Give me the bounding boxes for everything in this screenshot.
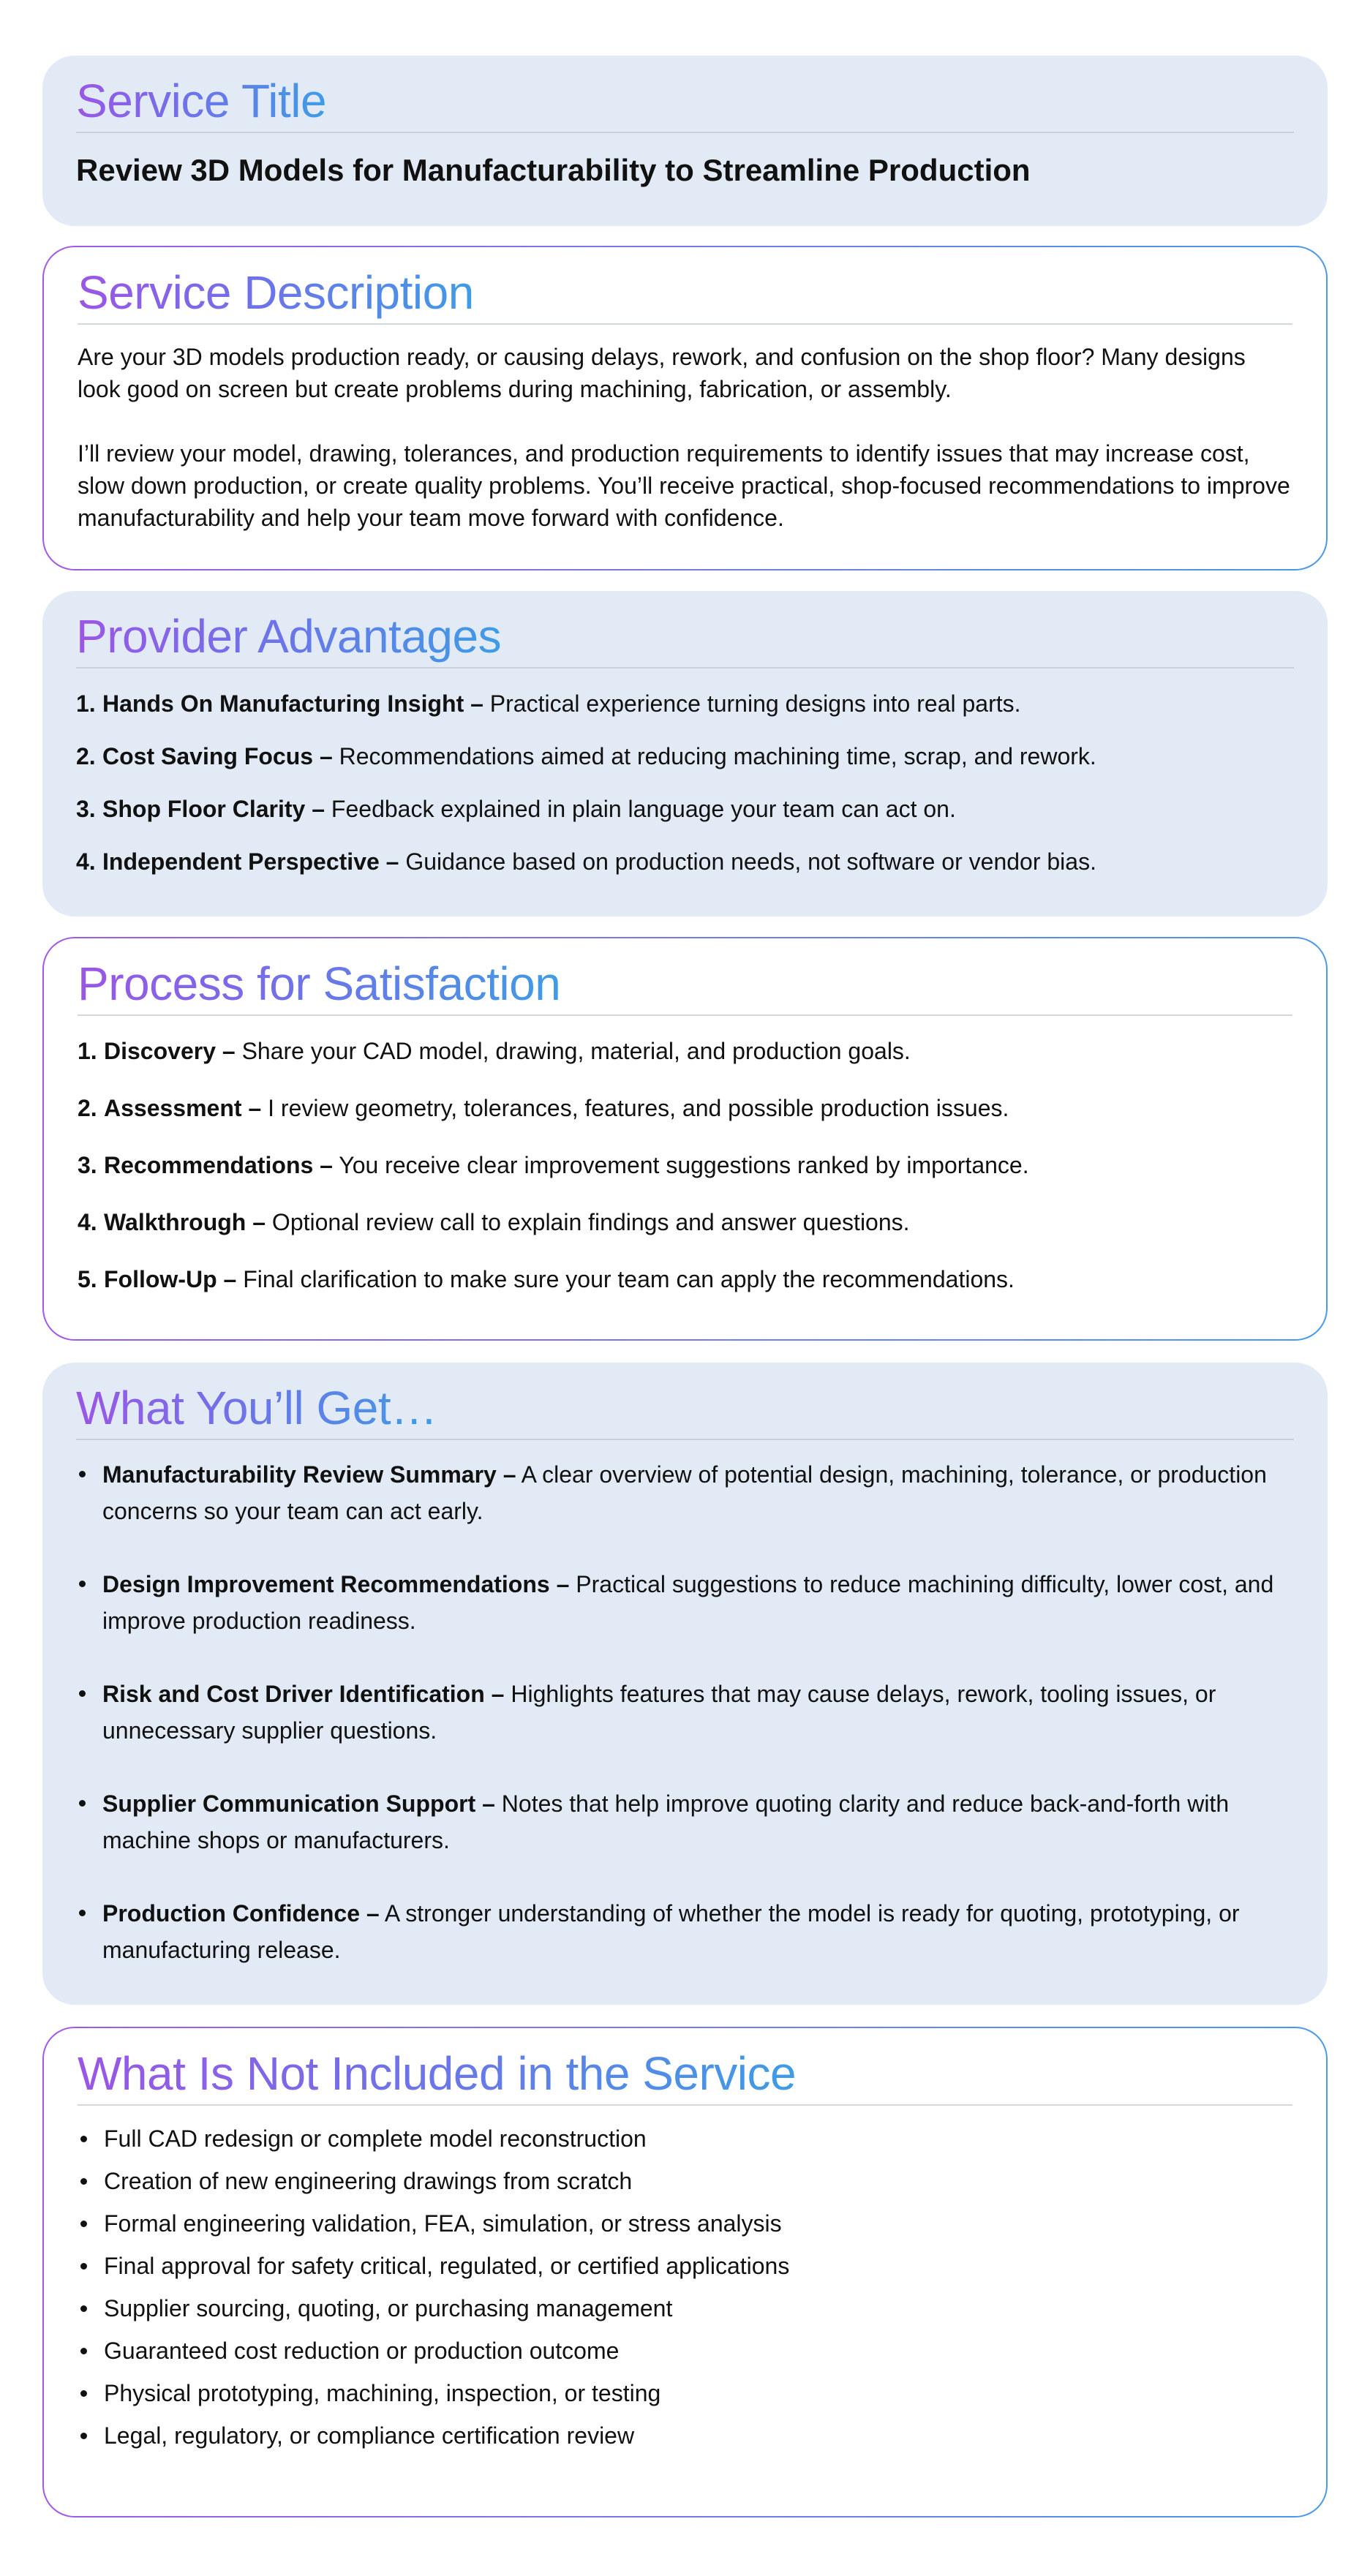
section-heading: What Is Not Included in the Service bbox=[78, 2028, 796, 2103]
divider bbox=[76, 1439, 1294, 1440]
list-item: 2. Cost Saving Focus – Recommendations aimed at reducing machining time, scrap, and rework. bbox=[76, 743, 1096, 769]
divider bbox=[78, 2104, 1292, 2106]
section-heading: Process for Satisfaction bbox=[78, 938, 560, 1013]
list-item: Manufacturability Review Summary – A clear overview of potential design, machining, tolerance, or production concerns so your team can act early. bbox=[76, 1456, 1290, 1529]
section-heading: What You’ll Get… bbox=[76, 1363, 437, 1437]
service-title-card bbox=[42, 56, 1328, 226]
section-heading: Service Title bbox=[76, 56, 326, 130]
list-item: Supplier Communication Support – Notes that help improve quoting clarity and reduce back-and-forth with machine shops or manufacturers. bbox=[76, 1785, 1290, 1858]
list-item: 2. Assessment – I review geometry, tolerances, features, and possible production issues. bbox=[78, 1095, 1009, 1121]
list-item: Full CAD redesign or complete model reconstruction bbox=[78, 2120, 1292, 2157]
service-title-text: Review 3D Models for Manufacturability to Streamline Production bbox=[76, 153, 1031, 187]
what-you-get-card bbox=[42, 1363, 1328, 2005]
section-heading: Provider Advantages bbox=[76, 591, 501, 666]
list-item: 3. Shop Floor Clarity – Feedback explained in plain language your team can act on. bbox=[76, 796, 956, 822]
divider bbox=[78, 323, 1292, 325]
list-item: 4. Independent Perspective – Guidance based on production needs, not software or vendor bias. bbox=[76, 848, 1096, 875]
service-description-card bbox=[42, 246, 1328, 570]
list-item: Final approval for safety critical, regulated, or certified applications bbox=[78, 2248, 1292, 2284]
list-item: 3. Recommendations – You receive clear improvement suggestions ranked by importance. bbox=[78, 1152, 1029, 1178]
list-item: 1. Hands On Manufacturing Insight – Practical experience turning designs into real parts. bbox=[76, 690, 1021, 717]
not-included-card bbox=[42, 2027, 1328, 2517]
list-item: Physical prototyping, machining, inspection, or testing bbox=[78, 2375, 1292, 2411]
list-item: Risk and Cost Driver Identification – Highlights features that may cause delays, rework, tooling issues, or unnecessary supplier questions. bbox=[76, 1676, 1290, 1749]
description-paragraph: Are your 3D models production ready, or causing delays, rework, and confusion on the shop floor? Many designs look good on screen but create problems during machining, fabrication, or assembly. bbox=[78, 344, 1246, 402]
list-item: Supplier sourcing, quoting, or purchasing management bbox=[78, 2290, 1292, 2327]
list-item: Creation of new engineering drawings from scratch bbox=[78, 2163, 1292, 2199]
provider-advantages-card bbox=[42, 591, 1328, 916]
list-item: Design Improvement Recommendations – Practical suggestions to reduce machining difficulty, lower cost, and improve production readiness. bbox=[76, 1566, 1290, 1639]
list-item: Production Confidence – A stronger understanding of whether the model is ready for quoting, prototyping, or manufacturing release. bbox=[76, 1895, 1290, 1968]
list-item: Guaranteed cost reduction or production outcome bbox=[78, 2332, 1292, 2369]
description-paragraph: I’ll review your model, drawing, tolerances, and production requirements to identify issues that may increase cost, slow down production, or create quality problems. You’ll receive practical, shop-focused recommendations to improve manufacturability and help your team move forward with confidence. bbox=[78, 440, 1290, 531]
process-card bbox=[42, 937, 1328, 1341]
section-heading: Service Description bbox=[78, 247, 474, 322]
divider bbox=[76, 667, 1294, 669]
list-item: 5. Follow-Up – Final clarification to make sure your team can apply the recommendations. bbox=[78, 1266, 1015, 1292]
divider bbox=[78, 1014, 1292, 1016]
divider bbox=[76, 132, 1294, 133]
list-item: Formal engineering validation, FEA, simulation, or stress analysis bbox=[78, 2205, 1292, 2242]
list-item: 1. Discovery – Share your CAD model, drawing, material, and production goals. bbox=[78, 1038, 911, 1064]
list-item: Legal, regulatory, or compliance certification review bbox=[78, 2417, 1292, 2454]
list-item: 4. Walkthrough – Optional review call to explain findings and answer questions. bbox=[78, 1209, 910, 1235]
